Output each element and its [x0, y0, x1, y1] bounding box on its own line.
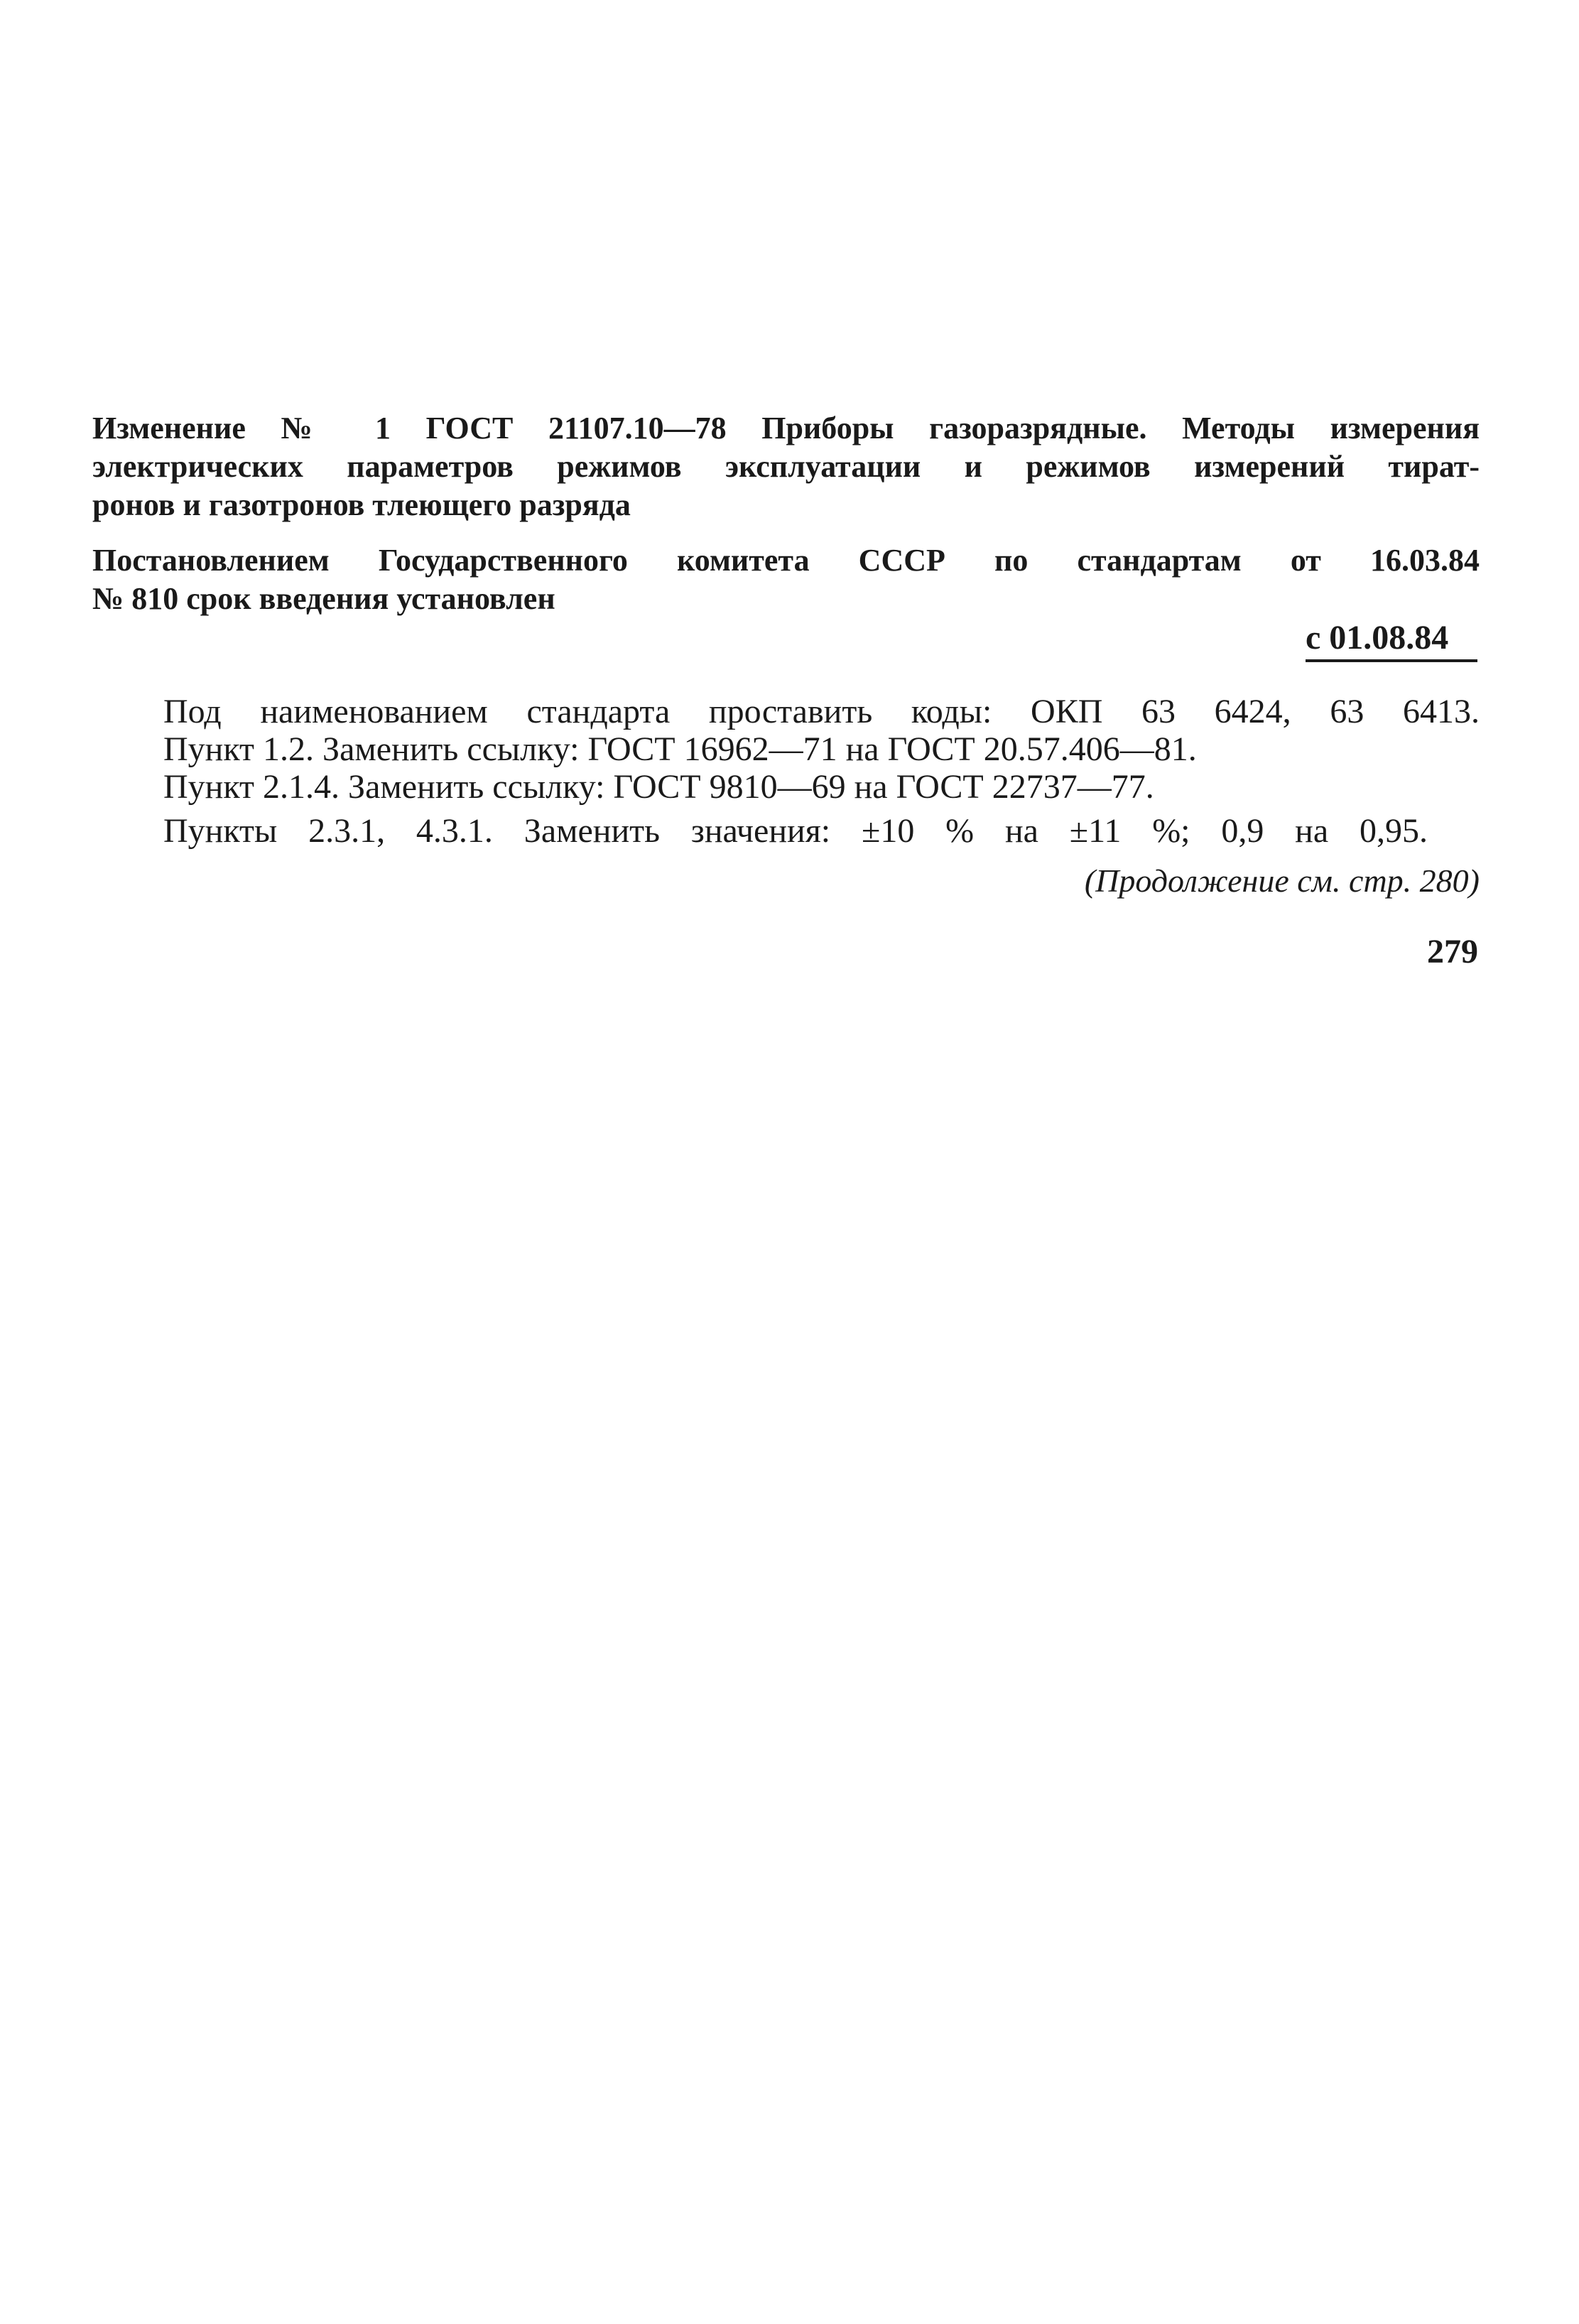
amendment-line-4: Пункты 2.3.1, 4.3.1. Заменить значения: ±10 % на ±11 %; 0,9 на 0,95.	[163, 812, 1428, 850]
amendment-heading	[92, 409, 1480, 544]
effective-date: с 01.08.84	[1306, 619, 1449, 656]
amendment-line-2: Пункт 1.2. Заменить ссылку: ГОСТ 16962—71 на ГОСТ 20.57.406—81.	[163, 730, 1197, 768]
decree-line-2: № 810 срок введения установлен	[92, 581, 555, 616]
amendment-line-3: Пункт 2.1.4. Заменить ссылку: ГОСТ 9810—69 на ГОСТ 22737—77.	[163, 768, 1154, 806]
decree-line-1: Постановлением Государственного комитета СССР по стандартам от 16.03.84	[92, 543, 1480, 578]
heading-line-1: Изменение № 1 ГОСТ 21107.10—78 Приборы газоразрядные. Методы измерения	[92, 411, 1480, 445]
decree-statement	[92, 541, 1480, 634]
effective-date-underline	[1306, 659, 1477, 662]
continuation-note: (Продолжение см. стр. 280)	[1084, 863, 1480, 899]
page-number: 279	[1427, 933, 1478, 971]
amendment-line-1: Под наименованием стандарта проставить коды: ОКП 63 6424, 63 6413.	[163, 693, 1480, 730]
heading-line-3: ронов и газотронов тлеющего разряда	[92, 487, 631, 522]
heading-line-2: электрических параметров режимов эксплуатации и режимов измерений тират-	[92, 449, 1480, 484]
